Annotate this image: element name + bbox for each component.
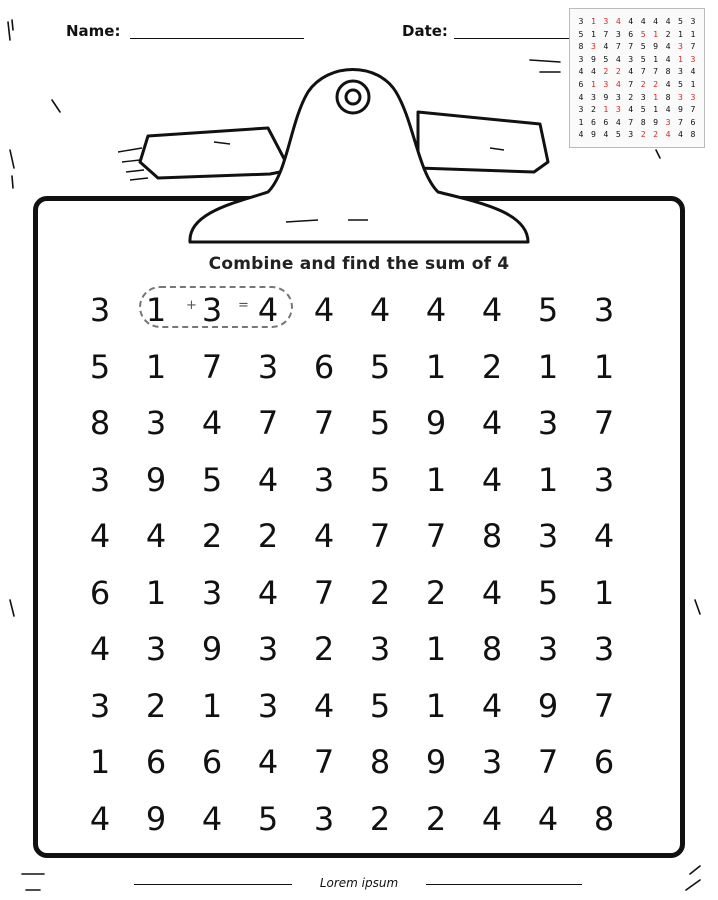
grid-number[interactable]: 4 (481, 799, 503, 838)
grid-number[interactable]: 1 (145, 347, 167, 386)
answer-key-number: 3 (615, 28, 621, 39)
grid-number[interactable]: 1 (425, 347, 447, 386)
grid-number[interactable]: 1 (537, 347, 559, 386)
answer-key-number: 7 (690, 104, 696, 115)
answer-key-number: 5 (640, 28, 646, 39)
answer-key-number: 8 (640, 116, 646, 127)
footer-text: Lorem ipsum (319, 876, 399, 890)
answer-key-number: 4 (665, 78, 671, 89)
answer-key-number: 4 (678, 129, 683, 140)
answer-key-number: 9 (653, 116, 659, 127)
grid-number[interactable]: 7 (313, 573, 335, 612)
clipboard-clip-icon (118, 52, 558, 252)
answer-key-number: 7 (678, 116, 683, 127)
grid-number[interactable]: 3 (313, 799, 335, 838)
grid-number[interactable]: 3 (89, 686, 111, 725)
grid-number[interactable]: 6 (201, 743, 223, 782)
grid-row (72, 565, 632, 622)
grid-number[interactable]: 7 (257, 404, 279, 443)
answer-key-number: 4 (665, 41, 671, 52)
answer-key-number: 4 (590, 66, 596, 77)
name-label: Name: (66, 22, 121, 40)
answer-key-number: 5 (640, 53, 646, 64)
answer-key-number: 1 (578, 116, 584, 127)
grid-number[interactable]: 9 (145, 799, 167, 838)
grid-number[interactable]: 6 (89, 573, 111, 612)
answer-key-number: 9 (603, 91, 609, 102)
grid-number[interactable]: 3 (481, 743, 503, 782)
grid-number[interactable]: 4 (145, 517, 167, 556)
grid-number[interactable]: 7 (201, 347, 223, 386)
grid-number[interactable]: 4 (89, 630, 111, 669)
grid-number[interactable]: 5 (369, 686, 391, 725)
answer-key-number: 4 (665, 129, 671, 140)
grid-number[interactable]: 2 (201, 517, 223, 556)
answer-key-number: 2 (653, 78, 659, 89)
answer-key-number: 4 (653, 16, 659, 26)
grid-number[interactable]: 6 (313, 347, 335, 386)
answer-key-number: 7 (628, 41, 634, 52)
grid-number[interactable]: 4 (369, 291, 391, 330)
answer-key-number: 2 (640, 129, 646, 140)
answer-key-number: 1 (603, 104, 609, 115)
answer-key-number: 4 (603, 129, 609, 140)
answer-key-number: 4 (628, 104, 634, 115)
answer-key-number: 4 (628, 16, 634, 26)
answer-key-number: 8 (665, 66, 671, 77)
grid-number[interactable]: 2 (145, 686, 167, 725)
grid-row (72, 678, 632, 735)
grid-number[interactable]: 3 (201, 291, 223, 330)
grid-number[interactable]: 3 (369, 630, 391, 669)
grid-number[interactable]: 7 (369, 517, 391, 556)
grid-number[interactable]: 2 (369, 799, 391, 838)
answer-key-number: 3 (640, 91, 646, 102)
answer-key-number: 4 (615, 78, 621, 89)
answer-key-number: 8 (690, 129, 696, 140)
answer-key-number: 3 (578, 16, 584, 26)
grid-row (72, 734, 632, 791)
grid-number[interactable]: 2 (369, 573, 391, 612)
equals-sign: = (238, 298, 249, 313)
grid-number[interactable]: 3 (145, 630, 167, 669)
answer-key-number: 4 (615, 16, 621, 26)
grid-number[interactable]: 4 (481, 460, 503, 499)
grid-number[interactable]: 8 (369, 743, 391, 782)
grid-row (72, 339, 632, 396)
number-grid (72, 282, 632, 847)
answer-key-number: 7 (690, 41, 696, 52)
answer-key-number: 9 (590, 53, 596, 64)
answer-key-number: 2 (603, 66, 609, 77)
grid-number[interactable]: 4 (313, 686, 335, 725)
grid-row (72, 452, 632, 509)
answer-key-number: 2 (653, 129, 659, 140)
grid-number[interactable]: 8 (593, 799, 615, 838)
answer-key-number: 3 (690, 91, 696, 102)
answer-key-number: 9 (678, 104, 683, 115)
grid-number[interactable]: 3 (89, 291, 111, 330)
answer-key-number: 3 (615, 104, 621, 115)
grid-number[interactable]: 3 (257, 686, 279, 725)
answer-key-number: 2 (590, 104, 596, 115)
grid-number[interactable]: 4 (593, 517, 615, 556)
grid-number[interactable]: 8 (481, 517, 503, 556)
answer-key-number: 1 (653, 91, 659, 102)
answer-key-number: 3 (690, 16, 696, 26)
grid-row (72, 508, 632, 565)
grid-row (72, 282, 632, 339)
grid-number[interactable]: 1 (145, 291, 167, 330)
answer-key-row (575, 103, 699, 116)
answer-key-number: 3 (590, 91, 596, 102)
instruction-text: Combine and find the sum of 4 (208, 254, 510, 274)
grid-number[interactable]: 7 (593, 404, 615, 443)
grid-number[interactable]: 3 (593, 630, 615, 669)
grid-number[interactable]: 3 (201, 573, 223, 612)
answer-key-number: 3 (678, 91, 683, 102)
grid-number[interactable]: 3 (257, 347, 279, 386)
grid-row (72, 395, 632, 452)
grid-number[interactable]: 7 (593, 686, 615, 725)
grid-row (72, 621, 632, 678)
answer-key-number: 3 (615, 91, 621, 102)
grid-number[interactable]: 4 (425, 291, 447, 330)
grid-number[interactable]: 5 (369, 460, 391, 499)
answer-key-row (575, 65, 699, 78)
grid-number[interactable]: 7 (313, 743, 335, 782)
grid-number[interactable]: 1 (425, 686, 447, 725)
date-label: Date: (402, 22, 448, 40)
grid-number[interactable]: 2 (425, 573, 447, 612)
grid-number[interactable]: 4 (481, 686, 503, 725)
answer-key-number: 1 (690, 78, 696, 89)
answer-key-number: 4 (640, 16, 646, 26)
grid-number[interactable]: 1 (425, 460, 447, 499)
grid-number[interactable]: 3 (593, 460, 615, 499)
answer-key-row (575, 15, 699, 28)
grid-number[interactable]: 6 (145, 743, 167, 782)
answer-key-row (575, 116, 699, 129)
answer-key-number: 1 (590, 78, 596, 89)
grid-number[interactable]: 3 (593, 291, 615, 330)
grid-number[interactable]: 2 (425, 799, 447, 838)
grid-number[interactable]: 5 (89, 347, 111, 386)
answer-key-row (575, 40, 699, 53)
answer-key-number: 1 (653, 28, 659, 39)
grid-number[interactable]: 5 (537, 573, 559, 612)
answer-key-number: 6 (690, 116, 696, 127)
grid-number[interactable]: 7 (313, 404, 335, 443)
answer-key-number: 4 (578, 129, 584, 140)
answer-key-number: 6 (603, 116, 609, 127)
grid-number[interactable]: 7 (537, 743, 559, 782)
grid-number[interactable]: 1 (537, 460, 559, 499)
grid-number[interactable]: 1 (201, 686, 223, 725)
grid-number[interactable]: 2 (313, 630, 335, 669)
footer-line-left (134, 884, 292, 885)
grid-number[interactable]: 1 (145, 573, 167, 612)
answer-key-number: 3 (603, 78, 609, 89)
grid-number[interactable]: 4 (201, 799, 223, 838)
answer-key-number: 5 (578, 28, 584, 39)
answer-key-number: 1 (678, 53, 683, 64)
grid-number[interactable]: 5 (369, 404, 391, 443)
grid-number[interactable]: 3 (89, 460, 111, 499)
answer-key-number: 6 (590, 116, 596, 127)
answer-key-number: 3 (590, 41, 596, 52)
grid-number[interactable]: 4 (537, 799, 559, 838)
grid-number[interactable]: 2 (257, 517, 279, 556)
grid-number[interactable]: 9 (425, 404, 447, 443)
answer-key-number: 3 (578, 104, 584, 115)
answer-key-number: 8 (578, 41, 584, 52)
answer-key-row (575, 53, 699, 66)
answer-key-number: 6 (578, 78, 584, 89)
answer-key-number: 9 (653, 41, 659, 52)
answer-key-number: 7 (653, 66, 659, 77)
answer-key-number: 4 (665, 53, 671, 64)
answer-key-number: 3 (678, 41, 683, 52)
grid-number[interactable]: 3 (537, 517, 559, 556)
answer-key-row (575, 28, 699, 41)
answer-key-number: 4 (578, 91, 584, 102)
footer-line-right (426, 884, 582, 885)
grid-number[interactable]: 4 (481, 291, 503, 330)
plus-sign: + (186, 298, 197, 313)
answer-key-number: 7 (603, 28, 609, 39)
date-field-line[interactable] (454, 38, 570, 39)
grid-number[interactable]: 4 (481, 404, 503, 443)
grid-number[interactable]: 5 (369, 347, 391, 386)
grid-number[interactable]: 7 (425, 517, 447, 556)
answer-key-number: 3 (690, 53, 696, 64)
grid-number[interactable]: 8 (481, 630, 503, 669)
grid-number[interactable]: 3 (537, 404, 559, 443)
answer-key-number: 3 (578, 53, 584, 64)
grid-number[interactable]: 2 (481, 347, 503, 386)
grid-number[interactable]: 1 (593, 573, 615, 612)
grid-number[interactable]: 4 (257, 743, 279, 782)
answer-key-number: 9 (590, 129, 596, 140)
answer-key-number: 1 (690, 28, 696, 39)
answer-key-number: 8 (665, 91, 671, 102)
answer-key-row (575, 128, 699, 141)
grid-number[interactable]: 4 (257, 460, 279, 499)
answer-key-number: 5 (640, 104, 646, 115)
grid-number[interactable]: 1 (425, 630, 447, 669)
answer-key-row (575, 78, 699, 91)
answer-key-number: 4 (665, 16, 671, 26)
answer-key-number: 3 (665, 116, 671, 127)
grid-number[interactable]: 9 (425, 743, 447, 782)
grid-number[interactable]: 3 (313, 460, 335, 499)
answer-key-number: 4 (578, 66, 584, 77)
answer-key-number: 4 (665, 104, 671, 115)
answer-key-number: 1 (653, 53, 659, 64)
grid-number[interactable]: 4 (257, 291, 279, 330)
grid-number[interactable]: 6 (593, 743, 615, 782)
grid-number[interactable]: 4 (89, 799, 111, 838)
grid-number[interactable]: 3 (257, 630, 279, 669)
answer-key-number: 1 (590, 28, 596, 39)
answer-key-number: 4 (628, 66, 634, 77)
answer-key-number: 5 (640, 41, 646, 52)
answer-key-number: 7 (615, 41, 621, 52)
answer-key-number: 5 (603, 53, 609, 64)
answer-key-number: 1 (653, 104, 659, 115)
grid-number[interactable]: 5 (257, 799, 279, 838)
answer-key-number: 7 (640, 66, 646, 77)
answer-key-number: 5 (678, 16, 683, 26)
grid-number[interactable]: 4 (313, 517, 335, 556)
grid-number[interactable]: 4 (257, 573, 279, 612)
grid-number[interactable]: 4 (481, 573, 503, 612)
answer-key-number: 5 (678, 78, 683, 89)
answer-key-number: 3 (628, 53, 634, 64)
answer-key-number: 3 (628, 129, 634, 140)
answer-key-number: 1 (678, 28, 683, 39)
grid-number[interactable]: 4 (201, 404, 223, 443)
grid-number[interactable]: 5 (537, 291, 559, 330)
answer-key-number: 2 (665, 28, 671, 39)
answer-key-number: 4 (690, 66, 696, 77)
grid-number[interactable]: 5 (201, 460, 223, 499)
name-field-line[interactable] (130, 38, 304, 39)
grid-number[interactable]: 8 (89, 404, 111, 443)
grid-number[interactable]: 9 (201, 630, 223, 669)
grid-number[interactable]: 3 (537, 630, 559, 669)
grid-number[interactable]: 4 (313, 291, 335, 330)
grid-number[interactable]: 4 (89, 517, 111, 556)
answer-key-number: 2 (615, 66, 621, 77)
answer-key-number: 7 (628, 116, 634, 127)
answer-key-number: 7 (628, 78, 634, 89)
grid-number[interactable]: 1 (89, 743, 111, 782)
grid-number[interactable]: 3 (145, 404, 167, 443)
answer-key-number: 5 (615, 129, 621, 140)
grid-number[interactable]: 9 (537, 686, 559, 725)
answer-key-number: 3 (678, 66, 683, 77)
grid-number[interactable]: 9 (145, 460, 167, 499)
answer-key-thumbnail (569, 8, 705, 148)
answer-key-number: 4 (603, 41, 609, 52)
answer-key-row (575, 91, 699, 104)
answer-key-number: 6 (628, 28, 634, 39)
grid-number[interactable]: 1 (593, 347, 615, 386)
grid-row (72, 791, 632, 848)
answer-key-number: 2 (640, 78, 646, 89)
answer-key-number: 2 (628, 91, 634, 102)
answer-key-number: 4 (615, 116, 621, 127)
answer-key-number: 1 (590, 16, 596, 26)
answer-key-number: 3 (603, 16, 609, 26)
answer-key-number: 4 (615, 53, 621, 64)
